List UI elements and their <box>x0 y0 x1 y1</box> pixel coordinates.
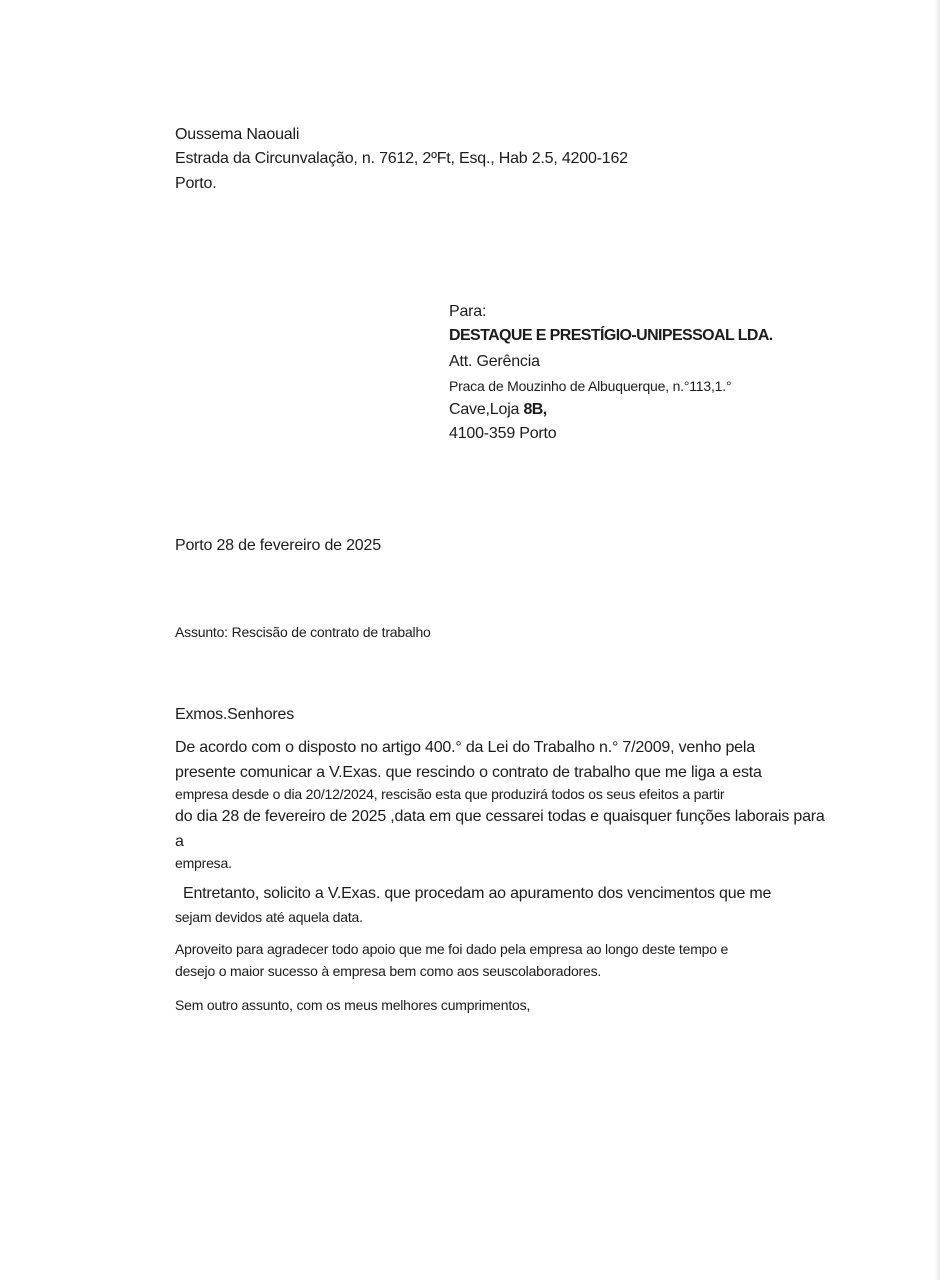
paragraph-line: De acordo com o disposto no artigo 400.° da Lei do Trabalho n.° 7/2009, venho pela <box>175 739 755 756</box>
recipient-postal: 4100-359 Porto <box>449 425 557 442</box>
paragraph-line: Entretanto, solicito a V.Exas. que procedam ao apuramento dos vencimentos que me <box>183 885 772 902</box>
paragraph-line: empresa. <box>175 855 232 871</box>
paragraph-line: sejam devidos até aquela data. <box>175 909 363 925</box>
paragraph-line: do dia 28 de fevereiro de 2025 ,data em que cessarei todas e quaisquer funções laborais para <box>175 808 825 825</box>
recipient-attention: Att. Gerência <box>449 353 540 370</box>
paragraph-line: desejo o maior sucesso à empresa bem como aos seuscolaboradores. <box>175 963 602 979</box>
sender-address: Estrada da Circunvalação, n. 7612, 2ºFt, Esq., Hab 2.5, 4200-162 <box>175 150 628 167</box>
sender-city: Porto. <box>175 175 217 192</box>
recipient-unit <box>449 401 547 419</box>
recipient-company: DESTAQUE E PRESTÍGIO-UNIPESSOAL LDA. <box>449 327 773 344</box>
recipient-unit-number: 8B, <box>523 401 547 418</box>
recipient-to-label: Para: <box>449 303 487 320</box>
paragraph-line: presente comunicar a V.Exas. que rescindo o contrato de trabalho que me liga a esta <box>175 764 762 781</box>
recipient-unit-prefix: Cave,Loja <box>449 401 524 418</box>
date-line: Porto 28 de fevereiro de 2025 <box>175 537 381 554</box>
recipient-street: Praca de Mouzinho de Albuquerque, n.°113,1.° <box>449 378 732 394</box>
subject-line: Assunto: Rescisão de contrato de trabalho <box>175 624 431 640</box>
paragraph-line: empresa desde o dia 20/12/2024, rescisão esta que produzirá todos os seus efeitos a partir <box>175 786 725 802</box>
closing-line: Sem outro assunto, com os meus melhores cumprimentos, <box>175 997 531 1013</box>
salutation: Exmos.Senhores <box>175 706 295 723</box>
page-edge-shadow <box>934 0 940 1280</box>
paragraph-line: a <box>175 833 184 850</box>
paragraph-line: Aproveito para agradecer todo apoio que me foi dado pela empresa ao longo deste tempo e <box>175 941 729 957</box>
sender-name: Oussema Naouali <box>175 126 300 143</box>
